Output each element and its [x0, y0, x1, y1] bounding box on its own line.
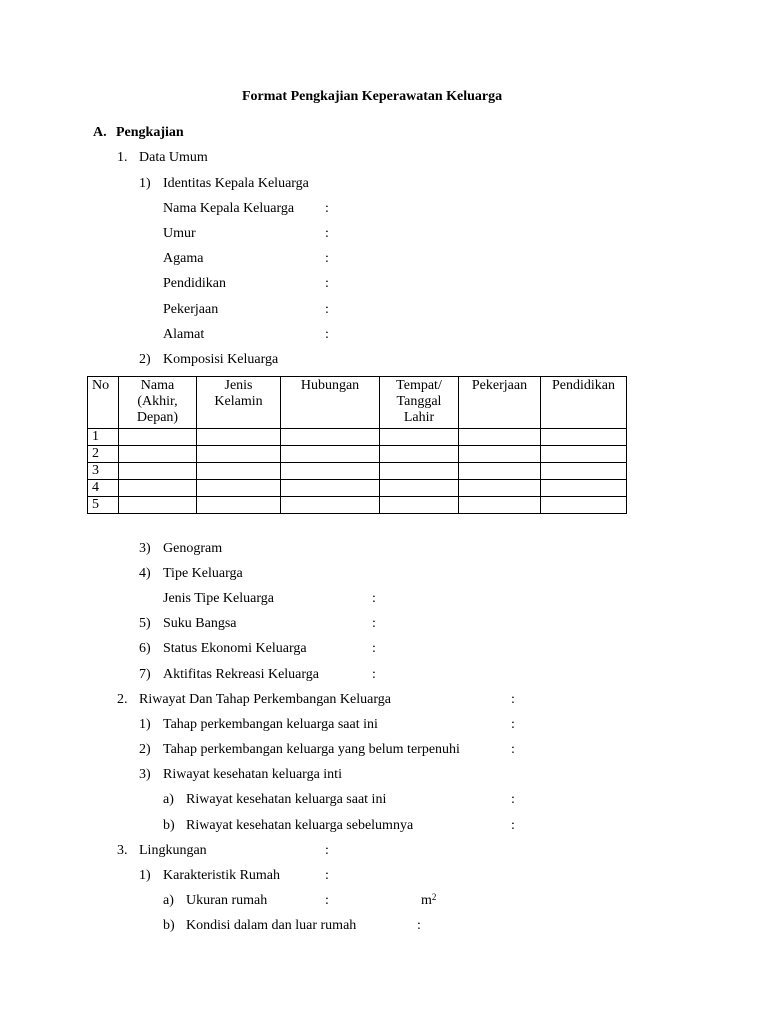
- table-cell: [380, 446, 459, 463]
- s3-colon: :: [325, 843, 329, 858]
- komposisi-keluarga-table: [87, 376, 627, 514]
- table-cell: [380, 480, 459, 497]
- table-cell: [541, 463, 627, 480]
- table-cell: [541, 497, 627, 514]
- s3-1-label: Karakteristik Rumah: [163, 868, 281, 883]
- s2-3-number: 3): [139, 767, 151, 782]
- identitas-colon: :: [325, 276, 329, 291]
- s2-3a-colon: :: [511, 792, 515, 807]
- s2-number: 2.: [117, 692, 128, 707]
- identitas-label: Alamat: [163, 327, 205, 342]
- section-a-label: Pengkajian: [116, 125, 184, 140]
- identitas-colon: :: [325, 327, 329, 342]
- s3-number: 3.: [117, 843, 128, 858]
- table-cell: [119, 446, 197, 463]
- s3-1a-colon: :: [325, 893, 329, 908]
- document-title: Format Pengkajian Keperawatan Keluarga: [242, 89, 503, 104]
- s3-1a-number: a): [163, 893, 174, 908]
- identitas-label: Pekerjaan: [163, 302, 219, 317]
- s2-1-colon: :: [511, 717, 515, 732]
- table-cell: [281, 480, 380, 497]
- table-cell: [541, 446, 627, 463]
- s2-3a-label: Riwayat kesehatan keluarga saat ini: [186, 792, 387, 807]
- s2-2-number: 2): [139, 742, 151, 757]
- table-header-cell: Jenis Kelamin: [197, 377, 281, 429]
- identitas-colon: :: [325, 302, 329, 317]
- s2-colon: :: [511, 692, 515, 707]
- s3-1-number: 1): [139, 868, 151, 883]
- table-header-cell: Nama (Akhir, Depan): [119, 377, 197, 429]
- s1-2-label: Komposisi Keluarga: [163, 352, 279, 367]
- s3-1-colon: :: [325, 868, 329, 883]
- table-cell: [380, 429, 459, 446]
- s2-3b-number: b): [163, 818, 175, 833]
- s1-5-label: Suku Bangsa: [163, 616, 237, 631]
- identitas-label: Agama: [163, 251, 204, 266]
- table-cell: [380, 463, 459, 480]
- s2-3a-number: a): [163, 792, 174, 807]
- s1-4-number: 4): [139, 566, 151, 581]
- table-row: [88, 480, 627, 497]
- ukuran-unit: [421, 893, 436, 909]
- table-row-number: 1: [88, 429, 119, 446]
- s1-5-number: 5): [139, 616, 151, 631]
- table-cell: [459, 446, 541, 463]
- identitas-colon: :: [325, 251, 329, 266]
- table-cell: [197, 463, 281, 480]
- table-row-number: 4: [88, 480, 119, 497]
- table-header-cell: Tempat/ Tanggal Lahir: [380, 377, 459, 429]
- table-row: [88, 497, 627, 514]
- s1-6-label: Status Ekonomi Keluarga: [163, 641, 307, 656]
- s1-7-label: Aktifitas Rekreasi Keluarga: [163, 667, 320, 682]
- table-cell: [380, 497, 459, 514]
- table-row: [88, 463, 627, 480]
- table-cell: [197, 480, 281, 497]
- table-row: [88, 446, 627, 463]
- s3-1b-label: Kondisi dalam dan luar rumah: [186, 918, 357, 933]
- identitas-label: Pendidikan: [163, 276, 226, 291]
- s2-2-colon: :: [511, 742, 515, 757]
- identitas-label: Nama Kepala Keluarga: [163, 201, 295, 216]
- s1-5-colon: :: [372, 616, 376, 631]
- table-cell: [197, 446, 281, 463]
- s2-3b-colon: :: [511, 818, 515, 833]
- s1-6-number: 6): [139, 641, 151, 656]
- s1-6-colon: :: [372, 641, 376, 656]
- s1-3-number: 3): [139, 541, 151, 556]
- table-cell: [197, 497, 281, 514]
- table-cell: [459, 497, 541, 514]
- table-cell: [119, 429, 197, 446]
- jenis-tipe-colon: :: [372, 591, 376, 606]
- s3-1b-colon: :: [417, 918, 421, 933]
- s2-3-label: Riwayat kesehatan keluarga inti: [163, 767, 342, 782]
- table-row-number: 3: [88, 463, 119, 480]
- s1-3-label: Genogram: [163, 541, 223, 556]
- s3-1a-label: Ukuran rumah: [186, 893, 268, 908]
- s1-7-number: 7): [139, 667, 151, 682]
- ukuran-unit-superscript: 2: [431, 892, 437, 902]
- jenis-tipe-label: Jenis Tipe Keluarga: [163, 591, 274, 606]
- table-cell: [459, 429, 541, 446]
- s3-1b-number: b): [163, 918, 175, 933]
- table-cell: [119, 463, 197, 480]
- s3-label: Lingkungan: [139, 843, 207, 858]
- table-header-cell: Pendidikan: [541, 377, 627, 429]
- s2-1-number: 1): [139, 717, 151, 732]
- table-cell: [281, 429, 380, 446]
- table-header-cell: Pekerjaan: [459, 377, 541, 429]
- table-header-row: [88, 377, 627, 429]
- table-cell: [197, 429, 281, 446]
- s2-2-label: Tahap perkembangan keluarga yang belum terpenuhi: [163, 742, 460, 757]
- table-cell: [459, 480, 541, 497]
- section-a-number: A.: [93, 125, 107, 140]
- identitas-colon: :: [325, 226, 329, 241]
- s2-label: Riwayat Dan Tahap Perkembangan Keluarga: [139, 692, 391, 707]
- s2-3b-label: Riwayat kesehatan keluarga sebelumnya: [186, 818, 414, 833]
- table-cell: [119, 497, 197, 514]
- table-header-cell: No: [88, 377, 119, 429]
- table-header-cell: Hubungan: [281, 377, 380, 429]
- s1-2-number: 2): [139, 352, 151, 367]
- ukuran-unit-base: m: [421, 893, 432, 908]
- table-row: [88, 429, 627, 446]
- s1-number: 1.: [117, 150, 128, 165]
- s1-1-number: 1): [139, 176, 151, 191]
- s1-label: Data Umum: [139, 150, 208, 165]
- s2-1-label: Tahap perkembangan keluarga saat ini: [163, 717, 378, 732]
- s1-4-label: Tipe Keluarga: [163, 566, 243, 581]
- table-row-number: 2: [88, 446, 119, 463]
- table-cell: [541, 429, 627, 446]
- identitas-colon: :: [325, 201, 329, 216]
- table-row-number: 5: [88, 497, 119, 514]
- identitas-label: Umur: [163, 226, 196, 241]
- table-cell: [119, 480, 197, 497]
- table-cell: [281, 463, 380, 480]
- table-cell: [541, 480, 627, 497]
- table-cell: [281, 497, 380, 514]
- table-cell: [281, 446, 380, 463]
- s1-1-label: Identitas Kepala Keluarga: [163, 176, 309, 191]
- table-cell: [459, 463, 541, 480]
- s1-7-colon: :: [372, 667, 376, 682]
